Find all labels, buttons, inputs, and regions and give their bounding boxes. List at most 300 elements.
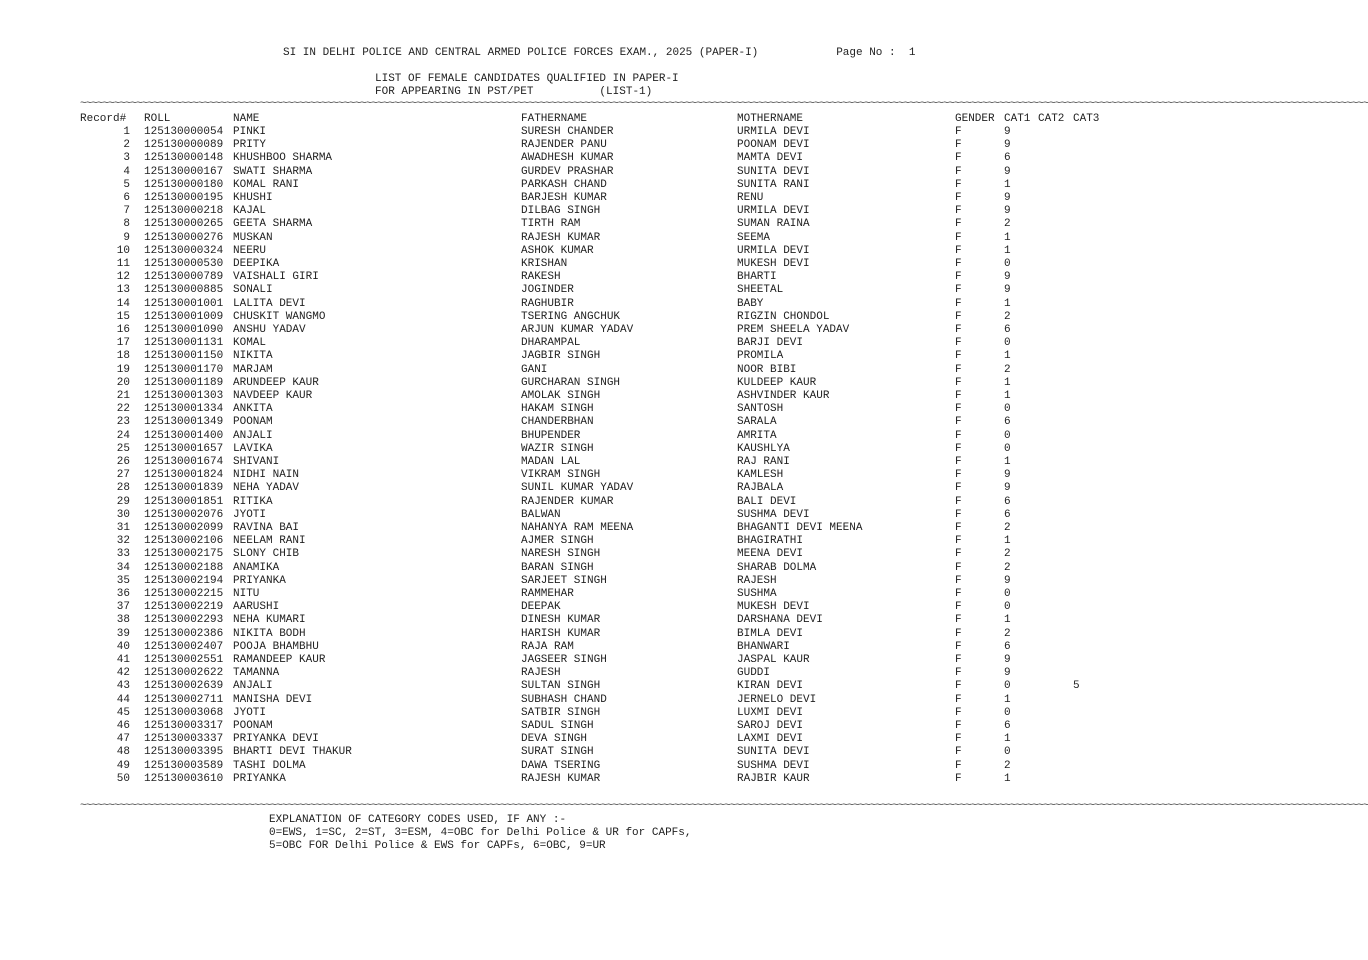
mother-name: KULDEEP KAUR <box>737 376 817 389</box>
roll-number: 125130002106 <box>144 535 224 548</box>
candidate-name: KHUSHBOO SHARMA <box>233 152 333 165</box>
mother-name: KAUSHLYA <box>737 442 790 455</box>
cat1-code: 2 <box>1004 548 1011 561</box>
record-number: 10 <box>116 244 130 257</box>
candidate-name: ANKITA <box>233 403 273 416</box>
mother-name: JASPAL KAUR <box>737 654 810 666</box>
mother-name: MUKESH DEVI <box>737 601 810 614</box>
mother-name: BARJI DEVI <box>737 337 804 350</box>
mother-name: LAXMI DEVI <box>737 733 804 746</box>
cat1-code: 0 <box>1004 429 1011 442</box>
table-row <box>0 364 1200 377</box>
gender: F <box>955 746 962 759</box>
gender: F <box>955 588 962 600</box>
father-name: VIKRAM SINGH <box>521 469 601 482</box>
gender: F <box>955 337 962 350</box>
table-row <box>0 245 1200 258</box>
table-row <box>0 694 1200 707</box>
father-name: MADAN LAL <box>521 456 581 468</box>
header-mother: MOTHERNAME <box>737 113 804 125</box>
cat1-code: 1 <box>1004 614 1011 627</box>
record-number: 12 <box>116 271 130 284</box>
father-name: DILBAG SINGH <box>521 205 601 218</box>
mother-name: KAMLESH <box>737 469 784 482</box>
father-name: DINESH KUMAR <box>521 614 601 627</box>
gender: F <box>955 733 962 746</box>
table-row <box>0 298 1200 311</box>
roll-number: 125130001001 <box>144 297 224 310</box>
table-row <box>0 707 1200 720</box>
gender: F <box>955 297 962 310</box>
roll-number: 125130002219 <box>144 601 224 614</box>
roll-number: 125130001150 <box>144 350 224 363</box>
roll-number: 125130000530 <box>144 258 224 270</box>
roll-number: 125130000148 <box>144 152 224 165</box>
candidate-name: ANJALI <box>233 429 273 442</box>
gender: F <box>955 442 962 455</box>
cat1-code: 1 <box>1004 772 1011 785</box>
candidate-name: NAVDEEP KAUR <box>233 390 313 402</box>
cat1-code: 9 <box>1004 667 1011 680</box>
table-row <box>0 469 1200 482</box>
record-number: 49 <box>116 759 130 772</box>
gender: F <box>955 350 962 363</box>
father-name: HARISH KUMAR <box>521 627 601 640</box>
page-number-label <box>823 34 915 60</box>
candidate-name: RAMANDEEP KAUR <box>233 654 326 666</box>
father-name: GURDEV PRASHAR <box>521 165 614 178</box>
record-number: 35 <box>116 574 130 587</box>
gender: F <box>955 126 962 138</box>
gender: F <box>955 548 962 561</box>
mother-name: PROMILA <box>737 350 784 363</box>
mother-name: MAMTA DEVI <box>737 152 804 165</box>
gender: F <box>955 574 962 587</box>
table-row <box>0 575 1200 588</box>
candidate-name: ARUNDEEP KAUR <box>233 376 319 389</box>
father-name: RAMMEHAR <box>521 588 574 600</box>
record-number: 19 <box>116 363 130 376</box>
roll-number: 125130001657 <box>144 442 224 455</box>
candidate-name: TASHI DOLMA <box>233 759 306 772</box>
roll-number: 125130000789 <box>144 271 224 284</box>
cat1-code: 2 <box>1004 627 1011 640</box>
candidate-name: SHIVANI <box>233 456 280 468</box>
cat1-code: 2 <box>1004 363 1011 376</box>
table-row <box>0 350 1200 363</box>
gender: F <box>955 601 962 614</box>
candidate-name: LALITA DEVI <box>233 297 306 310</box>
header-record: Record# <box>80 113 127 125</box>
candidate-name: RITIKA <box>233 495 273 508</box>
candidate-name: KHUSHI <box>233 192 273 204</box>
cat1-code: 9 <box>1004 469 1011 482</box>
cat3-code: 5 <box>1073 680 1080 693</box>
gender: F <box>955 429 962 442</box>
record-number: 16 <box>116 324 130 336</box>
father-name: TSERING ANGCHUK <box>521 310 621 323</box>
father-name: RAKESH <box>521 271 561 284</box>
table-row <box>0 562 1200 575</box>
candidate-name: POOJA BHAMBHU <box>233 640 319 653</box>
record-number: 17 <box>116 337 130 350</box>
roll-number: 125130002711 <box>144 693 224 706</box>
mother-name: BHAGIRATHI <box>737 535 804 548</box>
cat1-code: 9 <box>1004 271 1011 284</box>
candidate-name: KOMAL <box>233 337 267 350</box>
mother-name: SEEMA <box>737 231 771 244</box>
mother-name: RAJBALA <box>737 482 784 495</box>
header-roll: ROLL <box>144 113 171 125</box>
record-number: 15 <box>116 310 130 323</box>
candidate-name: PRIYANKA DEVI <box>233 733 319 746</box>
cat1-code: 0 <box>1004 601 1011 614</box>
gender: F <box>955 495 962 508</box>
table-row <box>0 773 1200 786</box>
mother-name: BALI DEVI <box>737 495 797 508</box>
gender: F <box>955 324 962 336</box>
mother-name: ASHVINDER KAUR <box>737 390 830 402</box>
gender: F <box>955 205 962 218</box>
gender: F <box>955 152 962 165</box>
top-separator: ~~~~~~~~~~~~~~~~~~~~~~~~~~~~~~~~~~~~~~~~~~~~~~~~~~~~~~~~~~~~~~~~~~~~~~~~~~~~~~~~~~~~~~~~~~~~~~~~~~~~~~~~~~~~~~~~~~~~~~~~~~~~~~~~~~~~~~~~~~~~~~~~~~~~~~~~~~~~~~~~~~~~~~~~~~~~~~~~~~~~~~~~~~~~~~~~~~~~~~~~~~~~~~~~~~~~~~~~~~~~~~~~~~~~~~ <box>80 98 1368 110</box>
mother-name: SHEETAL <box>737 284 784 297</box>
gender: F <box>955 561 962 574</box>
cat1-code: 6 <box>1004 495 1011 508</box>
record-number: 50 <box>116 772 130 785</box>
record-number: 14 <box>116 297 130 310</box>
cat1-code: 1 <box>1004 297 1011 310</box>
father-name: BALWAN <box>521 508 561 521</box>
cat1-code: 0 <box>1004 337 1011 350</box>
mother-name: SUSHMA DEVI <box>737 759 810 772</box>
roll-number: 125130003317 <box>144 720 224 732</box>
record-number: 20 <box>116 376 130 389</box>
gender: F <box>955 680 962 693</box>
roll-number: 125130002076 <box>144 508 224 521</box>
mother-name: MUKESH DEVI <box>737 258 810 270</box>
roll-number: 125130003589 <box>144 759 224 772</box>
mother-name: LUXMI DEVI <box>737 706 804 719</box>
candidate-name: MANISHA DEVI <box>233 693 313 706</box>
mother-name: POONAM DEVI <box>737 139 810 152</box>
mother-name: SANTOSH <box>737 403 784 416</box>
gender: F <box>955 508 962 521</box>
record-number: 31 <box>116 522 130 534</box>
record-number: 18 <box>116 350 130 363</box>
roll-number: 125130002293 <box>144 614 224 627</box>
cat1-code: 1 <box>1004 350 1011 363</box>
candidate-name: BHARTI DEVI THAKUR <box>233 746 352 759</box>
table-row <box>0 218 1200 231</box>
candidate-name: AARUSHI <box>233 601 280 614</box>
table-row <box>0 456 1200 469</box>
record-number: 40 <box>116 640 130 653</box>
record-number: 34 <box>116 561 130 574</box>
cat1-code: 9 <box>1004 192 1011 204</box>
cat1-code: 1 <box>1004 693 1011 706</box>
table-row <box>0 680 1200 693</box>
table-row <box>0 482 1200 495</box>
record-number: 45 <box>116 706 130 719</box>
candidate-name: NIKITA <box>233 350 273 363</box>
roll-number: 125130002639 <box>144 680 224 693</box>
candidate-name: NIDHI NAIN <box>233 469 300 482</box>
candidate-name: TAMANNA <box>233 667 280 680</box>
record-number: 28 <box>116 482 130 495</box>
mother-name: MEENA DEVI <box>737 548 804 561</box>
candidate-name: PRIYANKA <box>233 772 286 785</box>
gender: F <box>955 178 962 191</box>
cat1-code: 2 <box>1004 522 1011 534</box>
list-title-line2: FOR APPEARING IN PST/PET (LIST-1) <box>375 86 653 98</box>
record-number: 41 <box>116 654 130 666</box>
gender: F <box>955 759 962 772</box>
cat1-code: 6 <box>1004 640 1011 653</box>
cat1-code: 9 <box>1004 574 1011 587</box>
roll-number: 125130000218 <box>144 205 224 218</box>
table-row <box>0 667 1200 680</box>
mother-name: DARSHANA DEVI <box>737 614 823 627</box>
record-number: 37 <box>116 601 130 614</box>
mother-name: URMILA DEVI <box>737 244 810 257</box>
roll-number: 125130000167 <box>144 165 224 178</box>
table-row <box>0 232 1200 245</box>
candidate-name: MARJAM <box>233 363 273 376</box>
candidate-name: CHUSKIT WANGMO <box>233 310 326 323</box>
table-row <box>0 179 1200 192</box>
table-row <box>0 390 1200 403</box>
table-row <box>0 337 1200 350</box>
cat1-code: 1 <box>1004 231 1011 244</box>
cat1-code: 6 <box>1004 416 1011 429</box>
father-name: RAJENDER KUMAR <box>521 495 614 508</box>
roll-number: 125130001009 <box>144 310 224 323</box>
table-row <box>0 654 1200 667</box>
roll-number: 125130000265 <box>144 218 224 231</box>
father-name: DHARAMPAL <box>521 337 581 350</box>
roll-number: 125130000885 <box>144 284 224 297</box>
table-row <box>0 430 1200 443</box>
candidate-name: ANJALI <box>233 680 273 693</box>
father-name: RAGHUBIR <box>521 297 574 310</box>
gender: F <box>955 614 962 627</box>
roll-number: 125130000054 <box>144 126 224 138</box>
gender: F <box>955 284 962 297</box>
footer-line3: 5=OBC FOR Delhi Police & EWS for CAPFs, 6=OBC, 9=UR <box>269 840 606 852</box>
roll-number: 125130003337 <box>144 733 224 746</box>
table-row <box>0 548 1200 561</box>
gender: F <box>955 192 962 204</box>
gender: F <box>955 469 962 482</box>
father-name: AWADHESH KUMAR <box>521 152 614 165</box>
roll-number: 125130001400 <box>144 429 224 442</box>
cat1-code: 9 <box>1004 139 1011 152</box>
mother-name: RIGZIN CHONDOL <box>737 310 830 323</box>
table-row <box>0 733 1200 746</box>
roll-number: 125130001170 <box>144 363 224 376</box>
cat1-code: 1 <box>1004 376 1011 389</box>
roll-number: 125130000195 <box>144 192 224 204</box>
header-father: FATHERNAME <box>521 113 588 125</box>
mother-name: SUNITA RANI <box>737 178 810 191</box>
gender: F <box>955 654 962 666</box>
roll-number: 125130002215 <box>144 588 224 600</box>
mother-name: SUMAN RAINA <box>737 218 810 231</box>
mother-name: RAJESH <box>737 574 777 587</box>
record-number: 47 <box>116 733 130 746</box>
father-name: JAGBIR SINGH <box>521 350 601 363</box>
table-row <box>0 192 1200 205</box>
candidate-name: SONALI <box>233 284 273 297</box>
father-name: RAJENDER PANU <box>521 139 607 152</box>
candidate-name: PINKI <box>233 126 267 138</box>
cat1-code: 1 <box>1004 456 1011 468</box>
mother-name: RAJ RANI <box>737 456 790 468</box>
table-row <box>0 416 1200 429</box>
candidate-name: ANAMIKA <box>233 561 280 574</box>
cat1-code: 9 <box>1004 126 1011 138</box>
gender: F <box>955 522 962 534</box>
cat1-code: 2 <box>1004 218 1011 231</box>
record-number: 4 <box>123 165 130 178</box>
cat1-code: 9 <box>1004 165 1011 178</box>
record-number: 2 <box>123 139 130 152</box>
father-name: SURAT SINGH <box>521 746 594 759</box>
cat1-code: 9 <box>1004 482 1011 495</box>
roll-number: 125130001090 <box>144 324 224 336</box>
roll-number: 125130001824 <box>144 469 224 482</box>
mother-name: RAJBIR KAUR <box>737 772 810 785</box>
father-name: TIRTH RAM <box>521 218 581 231</box>
gender: F <box>955 403 962 416</box>
record-number: 29 <box>116 495 130 508</box>
table-row <box>0 205 1200 218</box>
candidate-name: ANSHU YADAV <box>233 324 306 336</box>
table-row <box>0 628 1200 641</box>
roll-number: 125130001839 <box>144 482 224 495</box>
page-number: 1 <box>908 47 916 59</box>
cat1-code: 1 <box>1004 178 1011 191</box>
gender: F <box>955 271 962 284</box>
record-number: 46 <box>116 720 130 732</box>
record-number: 42 <box>116 667 130 680</box>
father-name: NAHANYA RAM MEENA <box>521 522 634 534</box>
father-name: HAKAM SINGH <box>521 403 594 416</box>
table-row <box>0 284 1200 297</box>
mother-name: BABY <box>737 297 764 310</box>
father-name: BARAN SINGH <box>521 561 594 574</box>
cat1-code: 0 <box>1004 588 1011 600</box>
roll-number: 125130002099 <box>144 522 224 534</box>
header-cat2: CAT2 <box>1038 113 1065 125</box>
cat1-code: 0 <box>1004 706 1011 719</box>
table-row <box>0 601 1200 614</box>
candidate-name: JYOTI <box>233 706 267 719</box>
mother-name: RENU <box>737 192 764 204</box>
father-name: BHUPENDER <box>521 429 581 442</box>
gender: F <box>955 416 962 429</box>
mother-name: SARALA <box>737 416 777 429</box>
gender: F <box>955 244 962 257</box>
cat1-code: 6 <box>1004 720 1011 732</box>
cat1-code: 0 <box>1004 746 1011 759</box>
header-cat1: CAT1 <box>1004 113 1031 125</box>
roll-number: 125130001674 <box>144 456 224 468</box>
gender: F <box>955 310 962 323</box>
page-label: Page No : <box>836 47 896 59</box>
record-number: 32 <box>116 535 130 548</box>
bottom-separator: ~~~~~~~~~~~~~~~~~~~~~~~~~~~~~~~~~~~~~~~~~~~~~~~~~~~~~~~~~~~~~~~~~~~~~~~~~~~~~~~~~~~~~~~~~~~~~~~~~~~~~~~~~~~~~~~~~~~~~~~~~~~~~~~~~~~~~~~~~~~~~~~~~~~~~~~~~~~~~~~~~~~~~~~~~~~~~~~~~~~~~~~~~~~~~~~~~~~~~~~~~~~~~~~~~~~~~~~~~~~~~~~~~~~~~~ <box>80 800 1368 812</box>
gender: F <box>955 231 962 244</box>
table-row <box>0 746 1200 759</box>
header-cat3: CAT3 <box>1073 113 1100 125</box>
father-name: KRISHAN <box>521 258 568 270</box>
roll-number: 125130002407 <box>144 640 224 653</box>
roll-number: 125130002386 <box>144 627 224 640</box>
table-row <box>0 324 1200 337</box>
candidate-name: NIKITA BODH <box>233 627 306 640</box>
exam-title: SI IN DELHI POLICE AND CENTRAL ARMED POLICE FORCES EXAM., 2025 (PAPER-I) <box>283 47 759 59</box>
roll-number: 125130001334 <box>144 403 224 416</box>
cat1-code: 0 <box>1004 403 1011 416</box>
gender: F <box>955 363 962 376</box>
record-number: 48 <box>116 746 130 759</box>
record-number: 1 <box>123 126 130 138</box>
table-row <box>0 522 1200 535</box>
father-name: AJMER SINGH <box>521 535 594 548</box>
father-name: RAJESH <box>521 667 561 680</box>
list-title-line1: LIST OF FEMALE CANDIDATES QUALIFIED IN PAPER-I <box>375 73 679 85</box>
gender: F <box>955 706 962 719</box>
mother-name: SUSHMA DEVI <box>737 508 810 521</box>
record-number: 23 <box>116 416 130 429</box>
candidate-name: NEHA YADAV <box>233 482 300 495</box>
gender: F <box>955 258 962 270</box>
cat1-code: 0 <box>1004 442 1011 455</box>
father-name: GURCHARAN SINGH <box>521 376 621 389</box>
roll-number: 125130002188 <box>144 561 224 574</box>
mother-name: SHARAB DOLMA <box>737 561 817 574</box>
table-row <box>0 496 1200 509</box>
father-name: PARKASH CHAND <box>521 178 607 191</box>
gender: F <box>955 720 962 732</box>
footer-line2: 0=EWS, 1=SC, 2=ST, 3=ESM, 4=OBC for Delhi Police & UR for CAPFs, <box>269 827 692 839</box>
candidate-name: GEETA SHARMA <box>233 218 313 231</box>
cat1-code: 2 <box>1004 759 1011 772</box>
candidate-name: SLONY CHIB <box>233 548 300 561</box>
record-number: 11 <box>116 258 130 270</box>
gender: F <box>955 218 962 231</box>
gender: F <box>955 535 962 548</box>
mother-name: SUNITA DEVI <box>737 746 810 759</box>
candidate-name: JYOTI <box>233 508 267 521</box>
candidate-name: NITU <box>233 588 260 600</box>
father-name: RAJESH KUMAR <box>521 231 601 244</box>
gender: F <box>955 376 962 389</box>
father-name: WAZIR SINGH <box>521 442 594 455</box>
gender: F <box>955 772 962 785</box>
table-row <box>0 760 1200 773</box>
roll-number: 125130000324 <box>144 244 224 257</box>
table-row <box>0 403 1200 416</box>
candidate-name: NEELAM RANI <box>233 535 306 548</box>
record-number: 24 <box>116 429 130 442</box>
record-number: 13 <box>116 284 130 297</box>
roll-number: 125130000089 <box>144 139 224 152</box>
roll-number: 125130001131 <box>144 337 224 350</box>
father-name: SARJEET SINGH <box>521 574 607 587</box>
